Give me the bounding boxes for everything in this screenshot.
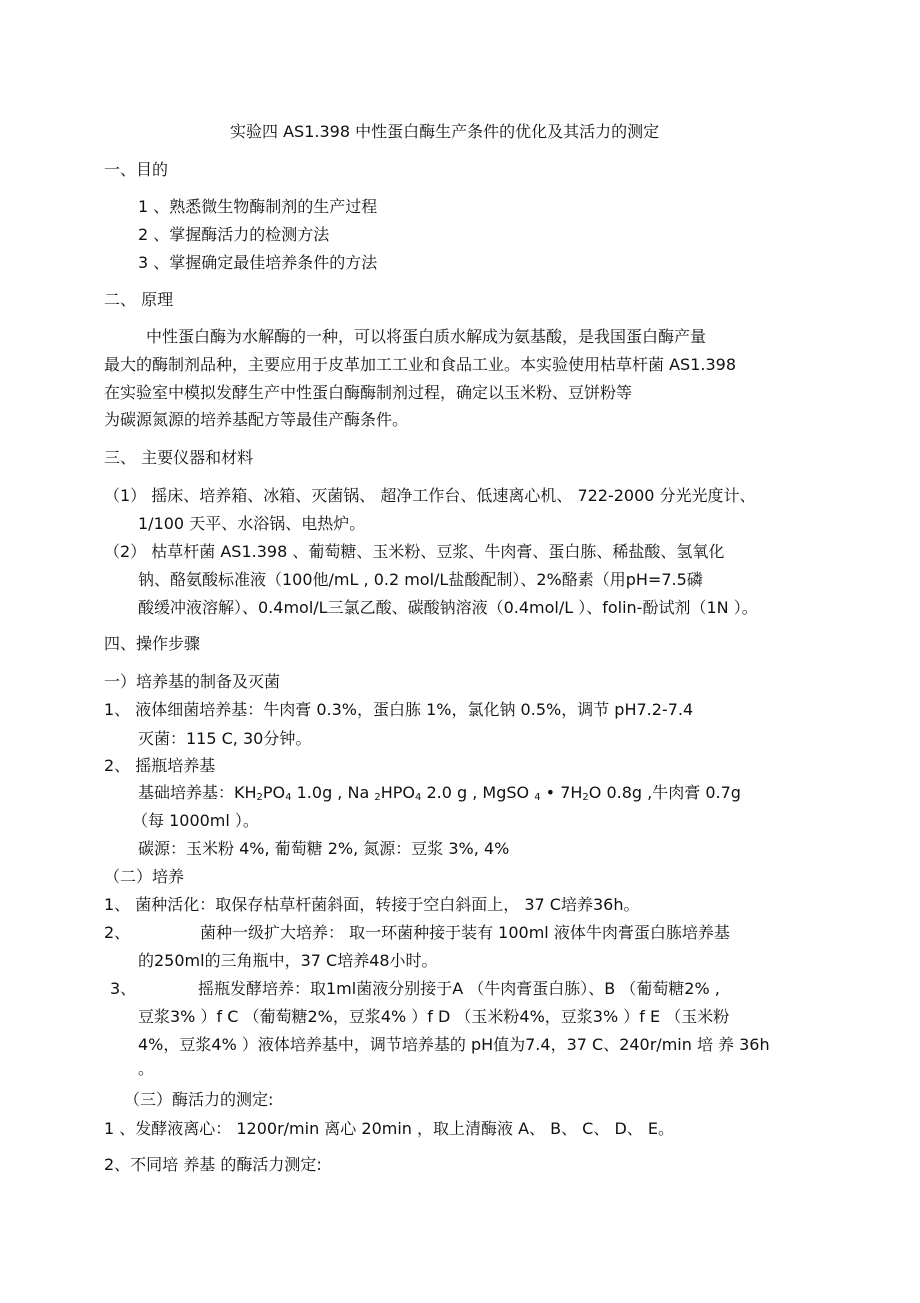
subsection-heading: （二）培养 — [104, 867, 185, 886]
procedure-line: 灭菌：115 C, 30分钟。 — [138, 729, 312, 748]
purpose-item: 2 、掌握酶活力的检测方法 — [138, 225, 330, 244]
culture-line-number: 2、 — [104, 923, 131, 942]
enzyme-assay-line: 1 、发酵液离心： 1200r/min 离心 20min ，取上清酶液 A、 B、 C、 D、 E。 — [104, 1119, 674, 1138]
purpose-item: 1 、熟悉微生物酶制剂的生产过程 — [138, 197, 378, 216]
culture-line: 豆浆3% ）f C （葡萄糖2%，豆浆4% ）f D （玉米粉4%，豆浆3% ）f E （玉米粉 — [138, 1007, 730, 1026]
culture-line: 4%，豆浆4% ）液体培养基中，调节培养基的 pH值为7.4，37 C、240r/min 培 养 36h — [138, 1035, 770, 1054]
culture-line: 。 — [138, 1059, 155, 1078]
principle-line: 在实验室中模拟发酵生产中性蛋白酶酶制剂过程，确定以玉米粉、豆饼粉等 — [104, 383, 633, 402]
materials-line: （2） 枯草杆菌 AS1.398 、葡萄糖、玉米粉、豆浆、牛肉膏、蛋白胨、稀盐酸、氢氧化 — [104, 542, 725, 561]
principle-line: 为碳源氮源的培养基配方等最佳产酶条件。 — [104, 410, 409, 429]
section-heading-purpose: 一、目的 — [104, 160, 169, 179]
subsection-heading: （三）酶活力的测定: — [124, 1090, 274, 1109]
section-heading-procedure: 四、操作步骤 — [104, 634, 201, 653]
materials-line: 钠、酪氨酸标准液（100他/mL , 0.2 mol/L盐酸配制）、2%酪素（用pH=7.5磷 — [138, 570, 703, 589]
enzyme-assay-line: 2、不同培 养基 的酶活力测定: — [104, 1155, 322, 1174]
culture-line: 摇瓶发酵培养：取1ml菌液分别接于A （牛肉膏蛋白胨）、B （葡萄糖2% , — [198, 979, 720, 998]
procedure-line: （每 1000ml ）。 — [132, 811, 259, 830]
purpose-item: 3 、掌握确定最佳培养条件的方法 — [138, 253, 378, 272]
culture-line: 菌种一级扩大培养： 取一环菌种接于装有 100ml 液体牛肉膏蛋白胨培养基 — [200, 923, 730, 942]
subsection-heading: 一）培养基的制备及灭菌 — [104, 672, 281, 691]
basal-medium-formula: 基础培养基：$KH_2PO_4$ 1.0g , Na $_2HPO_4$ 2.0 g , MgSO $_4$ • $7H_2O$ 0.8g ,牛肉膏 0.7g — [138, 783, 741, 803]
section-heading-materials: 三、 主要仪器和材料 — [104, 448, 254, 467]
culture-line-number: 3、 — [110, 979, 137, 998]
materials-line: 酸缓冲液溶解）、0.4mol/L三氯乙酸、碳酸钠溶液（0.4mol/L ）、folin-酚试剂（1N ）。 — [138, 598, 758, 617]
culture-line: 的250ml的三角瓶中，37 C培养48小时。 — [138, 951, 438, 970]
procedure-line: 1、 液体细菌培养基：牛肉膏 0.3%，蛋白胨 1%，氯化钠 0.5%，调节 pH7.2-7.4 — [104, 700, 694, 719]
culture-line: 1、 菌种活化：取保存枯草杆菌斜面，转接于空白斜面上， 37 C培养36h。 — [104, 895, 640, 914]
principle-line: 中性蛋白酶为水解酶的一种，可以将蛋白质水解成为氨基酸，是我国蛋白酶产量 — [146, 327, 707, 346]
materials-line: （1） 摇床、培养箱、冰箱、灭菌锅、 超净工作台、低速离心机、 722-2000 分光光度计、 — [104, 486, 756, 505]
section-heading-principle: 二、 原理 — [104, 290, 174, 309]
document-title: 实验四 AS1.398 中性蛋白酶生产条件的优化及其活力的测定 — [230, 122, 660, 141]
procedure-line: 2、 摇瓶培养基 — [104, 756, 216, 775]
principle-line: 最大的酶制剂品种，主要应用于皮革加工工业和食品工业。本实验使用枯草杆菌 AS1.398 — [104, 355, 736, 374]
procedure-line: 碳源：玉米粉 4%, 葡萄糖 2%, 氮源：豆浆 3%, 4% — [138, 839, 510, 858]
materials-line: 1/100 天平、水浴锅、电热炉。 — [138, 514, 366, 533]
